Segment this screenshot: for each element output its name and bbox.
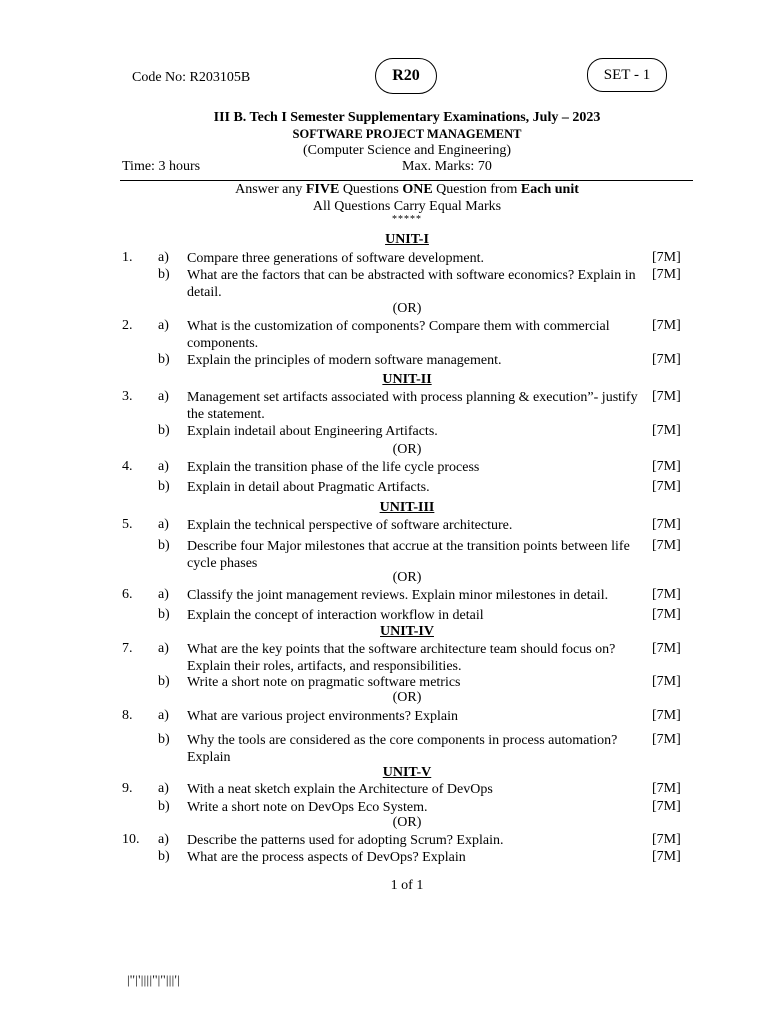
- question-text: Explain in detail about Pragmatic Artifacts.: [187, 480, 430, 495]
- marks-label: [7M]: [652, 849, 681, 864]
- part-label: b): [158, 267, 170, 282]
- exam-title: III B. Tech I Semester Supplementary Examinations, July – 2023: [213, 110, 601, 125]
- part-label: b): [158, 799, 170, 814]
- question-number: 10.: [122, 832, 140, 847]
- part-label: a): [158, 389, 169, 404]
- marks-label: [7M]: [652, 538, 681, 553]
- separator-stars: *****: [392, 214, 422, 225]
- header-divider: [120, 180, 693, 181]
- part-label: a): [158, 517, 169, 532]
- question-text: Classify the joint management reviews. Explain minor milestones in detail.: [187, 588, 609, 603]
- question-text: Why the tools are considered as the core components in process automation? Explain: [187, 733, 618, 765]
- marks-label: [7M]: [652, 781, 681, 796]
- unit-heading: UNIT-III: [379, 500, 435, 515]
- part-label: b): [158, 538, 170, 553]
- marks-label: [7M]: [652, 423, 681, 438]
- question-number: 5.: [122, 517, 133, 532]
- marks-label: [7M]: [652, 459, 681, 474]
- marks-label: [7M]: [652, 708, 681, 723]
- question-text: Management set artifacts associated with process planning & execution”- justify the statement.: [187, 390, 638, 422]
- part-label: b): [158, 732, 170, 747]
- part-label: a): [158, 318, 169, 333]
- question-text: Describe four Major milestones that accrue at the transition points between life cycle phases: [187, 539, 630, 571]
- unit-heading: UNIT-IV: [380, 624, 434, 639]
- page-number: 1 of 1: [390, 878, 424, 893]
- question-text: What are various project environments? Explain: [187, 709, 458, 724]
- marks-label: [7M]: [652, 318, 681, 333]
- part-label: a): [158, 587, 169, 602]
- question-number: 6.: [122, 587, 133, 602]
- question-text: What is the customization of components? Compare them with commercial components.: [187, 319, 610, 351]
- question-text: Write a short note on DevOps Eco System.: [187, 800, 428, 815]
- unit-heading: UNIT-II: [382, 372, 432, 387]
- question-number: 7.: [122, 641, 133, 656]
- part-label: a): [158, 641, 169, 656]
- part-label: a): [158, 708, 169, 723]
- max-marks: Max. Marks: 70: [402, 159, 492, 174]
- part-label: b): [158, 352, 170, 367]
- question-number: 4.: [122, 459, 133, 474]
- subject-title: SOFTWARE PROJECT MANAGEMENT: [292, 127, 522, 141]
- question-number: 2.: [122, 318, 133, 333]
- marks-label: [7M]: [652, 352, 681, 367]
- exam-time: Time: 3 hours: [122, 159, 201, 174]
- marks-label: [7M]: [652, 832, 681, 847]
- part-label: b): [158, 849, 170, 864]
- part-label: b): [158, 479, 170, 494]
- barcode-mark: |''|'||||''|''|||'|: [127, 972, 181, 987]
- question-text: What are the key points that the software architecture team should focus on? Explain their roles, artifacts, and responsibilities.: [187, 642, 616, 674]
- marks-label: [7M]: [652, 674, 681, 689]
- code-number: Code No: R203105B: [132, 70, 251, 85]
- marks-label: [7M]: [652, 250, 681, 265]
- question-text: With a neat sketch explain the Architecture of DevOps: [187, 782, 493, 797]
- regulation-badge: R20: [375, 58, 437, 94]
- marks-label: [7M]: [652, 732, 681, 747]
- marks-label: [7M]: [652, 641, 681, 656]
- question-text: Write a short note on pragmatic software metrics: [187, 675, 461, 690]
- instruction-line-2: All Questions Carry Equal Marks: [312, 199, 502, 214]
- question-number: 1.: [122, 250, 133, 265]
- part-label: b): [158, 674, 170, 689]
- set-badge: SET - 1: [587, 58, 667, 92]
- marks-label: [7M]: [652, 267, 681, 282]
- question-text: What are the factors that can be abstracted with software economics? Explain in detail.: [187, 268, 636, 300]
- marks-label: [7M]: [652, 479, 681, 494]
- or-separator: (OR): [392, 815, 422, 830]
- question-text: Explain indetail about Engineering Artifacts.: [187, 424, 438, 439]
- part-label: b): [158, 607, 170, 622]
- or-separator: (OR): [392, 690, 422, 705]
- unit-heading: UNIT-V: [382, 765, 432, 780]
- question-text: Explain the concept of interaction workflow in detail: [187, 608, 484, 623]
- or-separator: (OR): [392, 442, 422, 457]
- part-label: a): [158, 250, 169, 265]
- question-text: Compare three generations of software development.: [187, 251, 485, 266]
- marks-label: [7M]: [652, 517, 681, 532]
- question-text: Explain the technical perspective of software architecture.: [187, 518, 513, 533]
- part-label: a): [158, 781, 169, 796]
- marks-label: [7M]: [652, 389, 681, 404]
- question-number: 8.: [122, 708, 133, 723]
- question-text: What are the process aspects of DevOps? Explain: [187, 850, 466, 865]
- instruction-line-1: Answer any FIVE Questions ONE Question from Each unit: [235, 182, 579, 197]
- question-text: Explain the transition phase of the life cycle process: [187, 460, 480, 475]
- part-label: b): [158, 423, 170, 438]
- question-number: 9.: [122, 781, 133, 796]
- part-label: a): [158, 832, 169, 847]
- or-separator: (OR): [392, 301, 422, 316]
- unit-heading: UNIT-I: [385, 232, 429, 247]
- marks-label: [7M]: [652, 607, 681, 622]
- question-number: 3.: [122, 389, 133, 404]
- question-text: Explain the principles of modern software management.: [187, 353, 502, 368]
- branch-name: (Computer Science and Engineering): [303, 143, 511, 158]
- marks-label: [7M]: [652, 799, 681, 814]
- or-separator: (OR): [392, 570, 422, 585]
- marks-label: [7M]: [652, 587, 681, 602]
- part-label: a): [158, 459, 169, 474]
- question-text: Describe the patterns used for adopting Scrum? Explain.: [187, 833, 504, 848]
